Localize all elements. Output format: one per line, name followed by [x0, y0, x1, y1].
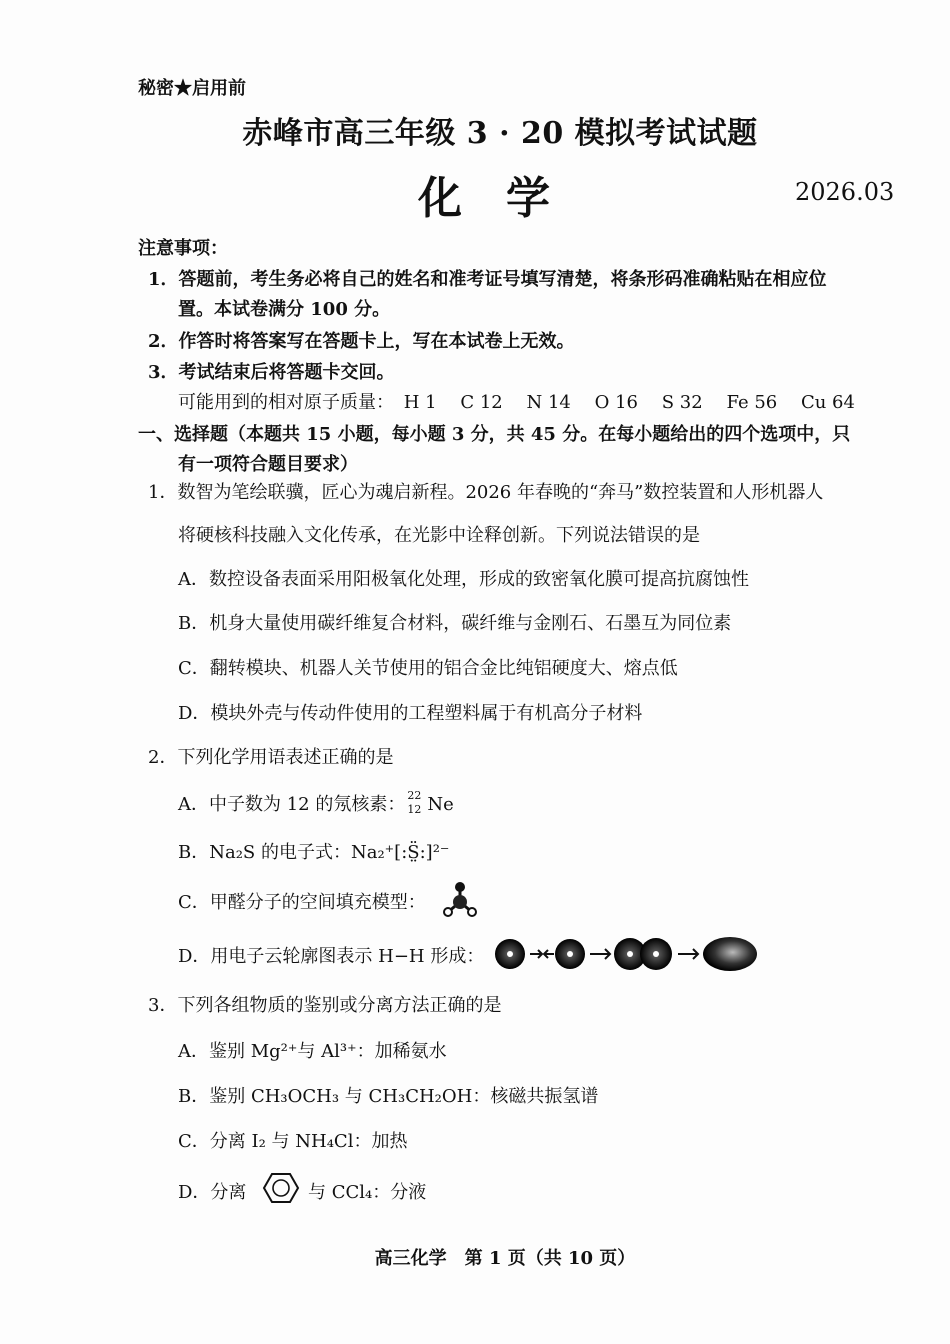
arrow-icon: [678, 949, 698, 959]
q3-option-a: A．鉴别 Mg²⁺与 Al³⁺：加稀氨水: [178, 1041, 447, 1062]
section-1-heading-cont: 有一项符合题目要求）: [178, 454, 358, 475]
neon-nuclide: [405, 789, 427, 816]
q1-option-b: B．机身大量使用碳纤维复合材料，碳纤维与金刚石、石墨互为同位素: [178, 613, 732, 634]
formaldehyde-model-icon: [440, 880, 480, 920]
na2s-electron-formula: Na₂⁺[:S̤̈:]²⁻: [350, 842, 450, 863]
q2-option-b: [178, 838, 449, 864]
q2-stem: 2．下列化学用语表述正确的是: [148, 747, 394, 768]
q2-option-b-text: B．Na₂S 的电子式：: [178, 842, 351, 863]
q1-stem: 1．数智为笔绘联骥，匠心为魂启新程。2026 年春晚的“奔马”数控装置和人形机器人: [148, 482, 824, 503]
atom-fe: Fe 56: [726, 392, 778, 413]
atomic-masses-label: 可能用到的相对原子质量：: [178, 392, 394, 413]
q2-option-a-text: A．中子数为 12 的氖核素：: [178, 794, 406, 815]
q2-option-c: [178, 888, 426, 914]
atom-n: N 14: [526, 392, 571, 413]
q2-option-d-text: D．用电子云轮廓图表示 H−H 形成：: [178, 946, 485, 967]
atomic-number: 12: [407, 803, 422, 816]
subject-title: 化学: [418, 173, 594, 224]
atomic-masses: [178, 388, 873, 414]
mass-number: 22: [407, 789, 422, 802]
benzene-ring-icon: [262, 1170, 300, 1206]
notice-heading: 注意事项：: [138, 238, 228, 259]
exam-date: 2026.03: [795, 178, 895, 206]
q1-option-a: A．数控设备表面采用阳极氧化处理，形成的致密氧化膜可提高抗腐蚀性: [178, 569, 749, 590]
q1-stem-cont: 将硬核科技融入文化传承，在光影中诠释创新。下列说法错误的是: [178, 525, 700, 546]
q3-option-b: B．鉴别 CH₃OCH₃ 与 CH₃CH₂OH：核磁共振氢谱: [178, 1086, 599, 1107]
exam-title: 赤峰市高三年级 3 · 20 模拟考试试题: [242, 116, 758, 151]
page-footer: 高三化学 第 1 页（共 10 页）: [374, 1248, 636, 1269]
q1-option-c: C．翻转模块、机器人关节使用的铝合金比纯铝硬度大、熔点低: [178, 658, 678, 679]
q3-option-d-post: 与 CCl₄：分液: [308, 1182, 427, 1203]
atom-o: O 16: [594, 392, 638, 413]
section-1-heading: 一、选择题（本题共 15 小题，每小题 3 分，共 45 分。在每小题给出的四个选项中，只: [138, 424, 851, 445]
q3-option-c: C．分离 I₂ 与 NH₄Cl：加热: [178, 1131, 408, 1152]
q2-option-c-text: C．甲醛分子的空间填充模型：: [178, 892, 426, 913]
notice-item-2: 2．作答时将答案写在答题卡上，写在本试卷上无效。: [148, 331, 575, 352]
secret-label: 秘密★启用前: [138, 78, 246, 99]
neon-symbol: Ne: [427, 794, 454, 815]
atom-c: C 12: [460, 392, 503, 413]
h2-molecule-cloud: [703, 937, 757, 971]
arrow-icon: [590, 949, 610, 959]
atom-s: S 32: [661, 392, 703, 413]
atom-cu: Cu 64: [800, 392, 855, 413]
q3-stem: 3．下列各组物质的鉴别或分离方法正确的是: [148, 995, 502, 1016]
q2-option-a: [178, 790, 454, 816]
q3-option-d-pre: D．分离: [178, 1182, 247, 1203]
notice-item-3: 3．考试结束后将答题卡交回。: [148, 362, 395, 383]
q3-option-d: [178, 1178, 246, 1204]
atom-h: H 1: [403, 392, 437, 413]
electron-cloud-diagram: [492, 932, 762, 976]
notice-item-1: 1．答题前，考生务必将自己的姓名和准考证号填写清楚，将条形码准确粘贴在相应位: [148, 269, 827, 290]
q1-option-d: D．模块外壳与传动件使用的工程塑料属于有机高分子材料: [178, 703, 643, 724]
q2-option-d: [178, 942, 484, 968]
notice-item-1-cont: 置。本试卷满分 100 分。: [178, 299, 391, 320]
